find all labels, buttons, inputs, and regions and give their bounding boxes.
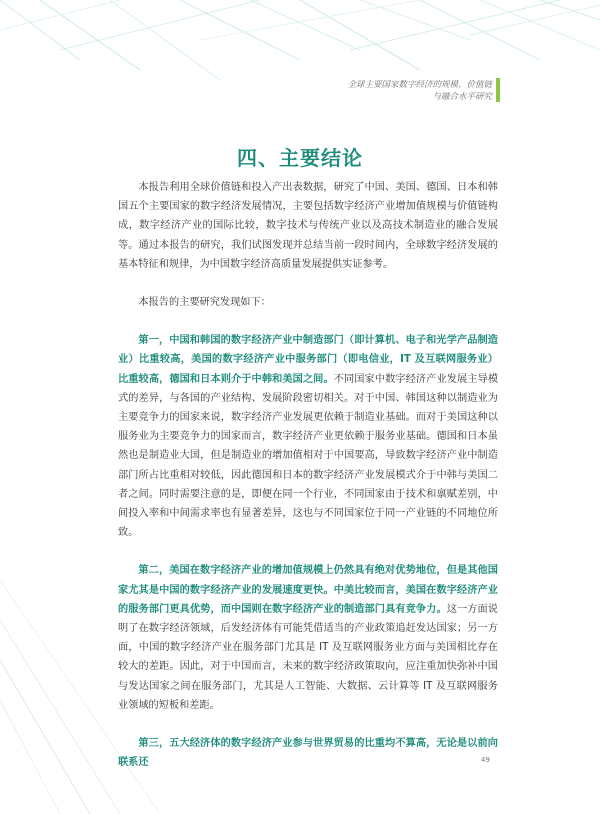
- header-accent-bar: [496, 78, 500, 102]
- finding-3-highlight: 第三，五大经济体的数字经济产业参与世界贸易的比重均不算高，无论是以前向联系还: [118, 738, 498, 769]
- section-title: 四、主要结论: [237, 146, 363, 170]
- paragraph-finding-1: [118, 331, 498, 542]
- finding-2-highlight: 第二，美国在数字经济产业的增加值规模上仍然具有绝对优势地位，但是其他国家尤其是中国的数字经济产业的发展速度更快。中美比较而言，美国在数字经济产业的服务部门更具优势，而中国则在数字经济产业的制造部门具有竞争力。: [118, 565, 498, 615]
- paragraph-intro: 本报告利用全球价值链和投入产出表数据，研究了中国、美国、德国、日本和韩国五个主要国家的数字经济发展情况，主要包括数字经济产业增加值规模与价值链构成，数字经济产业的国际比较，数字技术与传统产业以及高技术制造业的融合发展等。通过本报告的研究，我们试图发现并总结当前一段时间内，全球数字经济发展的基本特征和规律，为中国数字经济高质量发展提供实证参考。: [118, 182, 498, 270]
- running-header-line-2: 与融合水平研究: [432, 92, 492, 102]
- running-header: [232, 79, 492, 103]
- finding-2-text: 这一方面说明了在数字经济领域，后发经济体有可能凭借适当的产业政策追赶发达国家；另一方面，中国的数字经济产业在服务部门尤其是 IT 及互联网服务业方面与美国相比存在较大的差距。因此，对于中国而言，未来的数字经济政策取向，应注重加快弥补中国与发达国家之间在服务部门，尤其是人工智能、大数据、云计算等 IT 及互联网服务业领域的短板和差距。: [118, 603, 498, 711]
- page-number: 49: [481, 756, 490, 764]
- running-header-line-1: 全球主要国家数字经济的规模、价值链: [347, 80, 492, 90]
- paragraph-finding-3: [118, 734, 498, 772]
- paragraph-findings-lead: 本报告的主要研究发现如下：: [138, 297, 271, 309]
- finding-1-text: 不同国家中数字经济产业发展主导模式的差异，与各国的产业结构、发展阶段密切相关。对于中国、韩国这种以制造业为主要竞争力的国家来说，数字经济产业发展更依赖于制造业基础。而对于美国这种以服务业为主要竞争力的国家而言，数字经济产业更依赖于服务业基础。德国和日本虽然也是制造业大国，但是制造业的增加值相对于中国要高，导致数字经济产业中制造部门所占比重相对较低，因此德国和日本的数字经济产业发展模式介于中韩与美国二者之间。同时需要注意的是，即便在同一个行业，不同国家由于技术和禀赋差别，中间投入率和中间需求率也有显著差异，这也与不同国家位于同一产业链的不同地位所致。: [118, 373, 499, 539]
- finding-1-highlight: 第一，中国和韩国的数字经济产业中制造部门（即计算机、电子和光学产品制造业）比重较高，美国的数字经济产业中服务部门（即电信业，IT 及互联网服务业）比重较高，德国和日本则介于中韩和美国之间。: [118, 335, 498, 385]
- body-text: [118, 178, 498, 772]
- paragraph-finding-2: [118, 561, 498, 715]
